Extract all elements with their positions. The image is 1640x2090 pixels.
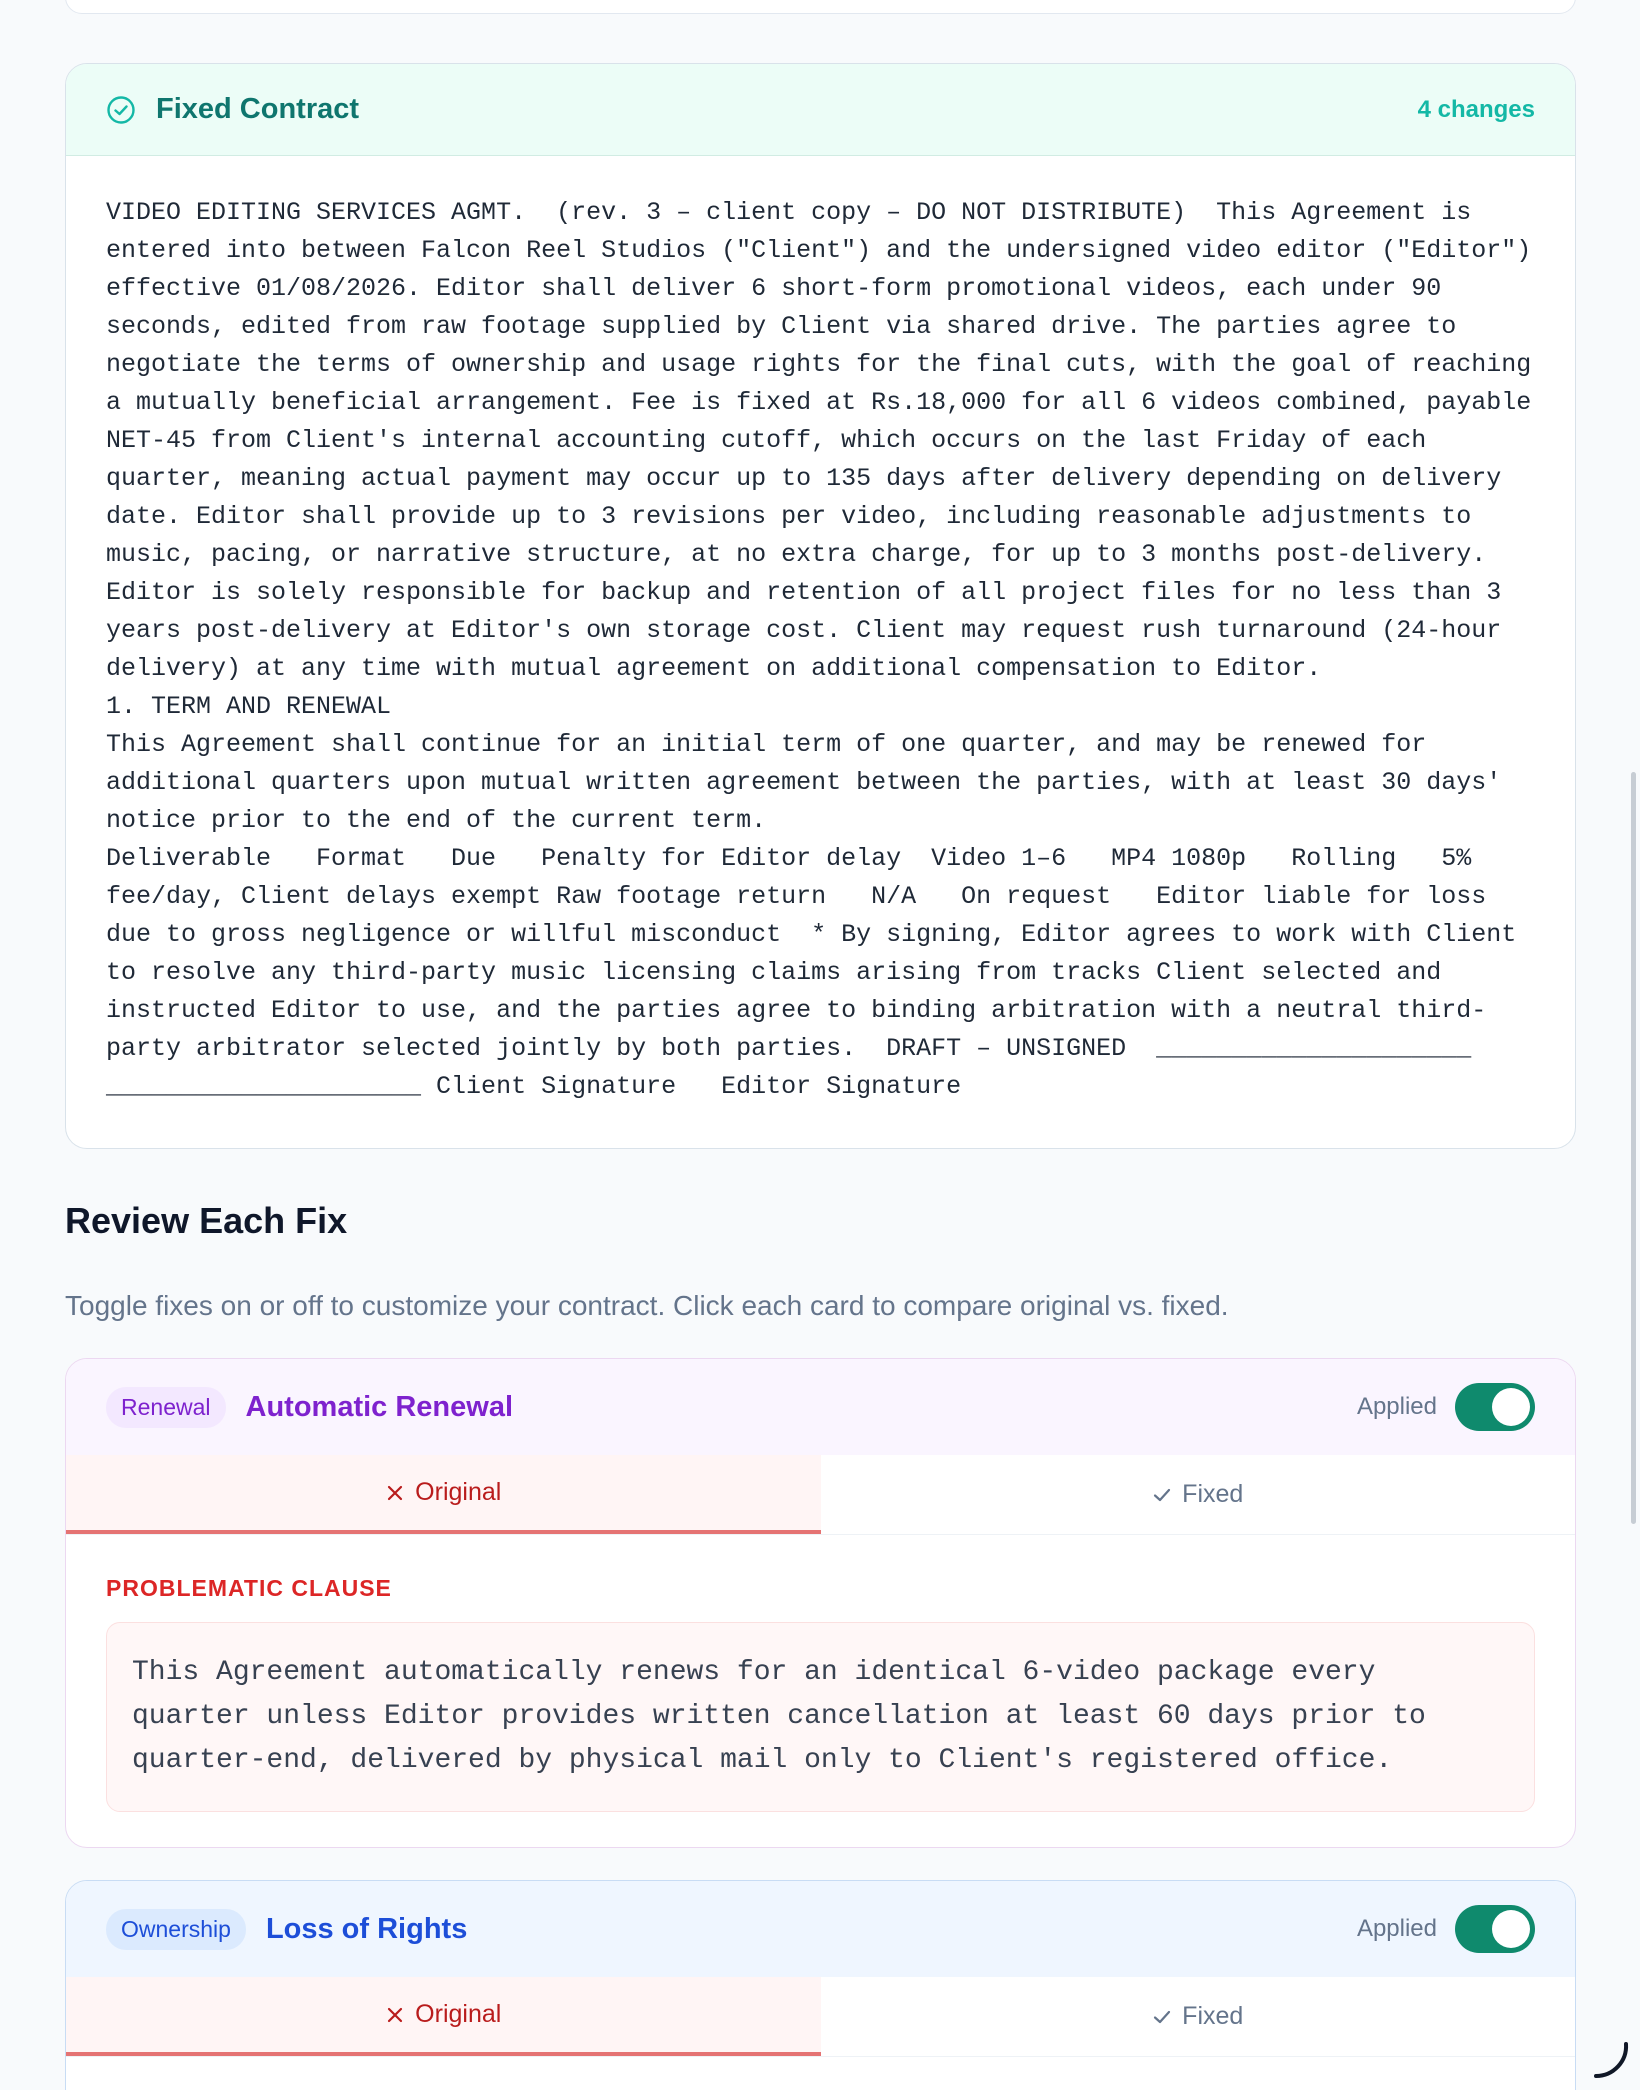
apply-fix-toggle[interactable] — [1455, 1383, 1535, 1431]
scrollbar[interactable] — [1631, 772, 1636, 1524]
clause-area — [66, 1535, 1575, 1848]
category-tag: Renewal — [106, 1387, 226, 1428]
problematic-clause-label: PROBLEMATIC CLAUSE — [106, 1575, 392, 1601]
review-section-title: Review Each Fix — [65, 1200, 348, 1241]
tab-fixed[interactable] — [821, 1977, 1576, 2056]
fixed-contract-title: Fixed Contract — [156, 93, 360, 125]
close-icon — [385, 2005, 405, 2025]
category-tag: Ownership — [106, 1909, 246, 1950]
fixed-contract-card — [65, 63, 1576, 1149]
toggle-knob — [1492, 1388, 1530, 1426]
toggle-knob — [1492, 1910, 1530, 1948]
contract-text: VIDEO EDITING SERVICES AGMT. (rev. 3 – client copy – DO NOT DISTRIBUTE) This Agreement is entered into between Falcon Reel Studios ("Client") and the undersigned video editor ("Editor") effective 01/08/2026. Editor shall deliver 6 short-form promotional videos, each under 90 seconds, edited from raw footage supplied by Client via shared drive. The parties agree to negotiate the terms of ownership and usage rights for the final cuts, with the goal of reaching a mutually beneficial arrangement. Fee is fixed at Rs.18,000 for all 6 videos combined, payable NET-45 from Client's internal accounting cutoff, which occurs on the last Friday of each quarter, meaning actual payment may occur up to 135 days after delivery depending on delivery date. Editor shall provide up to 3 revisions per video, including reasonable adjustments to music, pacing, or narrative structure, at no extra charge, for up to 3 months post-delivery. Editor is solely responsible for backup and retention of all project files for no less than 3 years post-delivery at Editor's own storage cost. Client may request rush turnaround (24-hour delivery) at any time with mutual agreement on additional compensation to Editor. 1. TERM AND RENEWAL This Agreement shall continue for an initial term of one quarter, and may be renewed for additional quarters upon mutual written agreement between the parties, with at least 30 days' notice prior to the end of the current term. Deliverable Format Due Penalty for Editor delay Video 1–6 MP4 1080p Rolling 5% fee/day, Client delays exempt Raw footage return N/A On request Editor liable for loss due to gross negligence or willful misconduct * By signing, Editor agrees to work with Client to resolve any third-party music licensing claims arising from tracks Client selected and instructed Editor to use, and the parties agree to binding arbitration with a neutral third-party arbitrator selected jointly by both parties. DRAFT – UNSIGNED _____________________ _____________________ Client Signature Editor Signature — [106, 198, 1532, 1101]
previous-card-bottom — [65, 0, 1576, 14]
changes-count: 4 changes — [1417, 95, 1535, 123]
applied-status: Applied — [1356, 1915, 1437, 1942]
review-section-subtitle: Toggle fixes on or off to customize your contract. Click each card to compare original vs. fixed. — [65, 1290, 1229, 1321]
loading-spinner-icon — [1588, 2038, 1632, 2082]
tab-fixed-label: Fixed — [1182, 2002, 1244, 2030]
apply-fix-toggle[interactable] — [1455, 1905, 1535, 1953]
fix-card-header[interactable] — [66, 1881, 1575, 1977]
tab-original[interactable] — [66, 1455, 821, 1534]
check-icon — [1152, 1485, 1172, 1505]
close-icon — [385, 1483, 405, 1503]
tab-fixed-label: Fixed — [1182, 1480, 1244, 1508]
tab-original[interactable] — [66, 1977, 821, 2056]
fixed-contract-header — [66, 64, 1575, 156]
check-icon — [1152, 2007, 1172, 2027]
compare-tabs — [66, 1455, 1575, 1535]
tab-original-label: Original — [415, 2000, 502, 2028]
tab-original-label: Original — [415, 1478, 502, 1506]
problematic-clause-text: This Agreement automatically renews for an identical 6-video package every quarter unless Editor provides written cancellation at least 60 days prior to quarter-end, delivered by physical mail only to Client's registered office. — [106, 1622, 1535, 1812]
fix-title: Automatic Renewal — [245, 1390, 513, 1423]
fix-card-header[interactable] — [66, 1359, 1575, 1455]
contract-body — [66, 156, 1575, 1106]
compare-tabs — [66, 1977, 1575, 2057]
tab-fixed[interactable] — [821, 1455, 1576, 1534]
fix-card-automatic-renewal[interactable] — [65, 1358, 1576, 1848]
applied-status: Applied — [1356, 1393, 1437, 1420]
fix-card-loss-of-rights[interactable] — [65, 1880, 1576, 2090]
fix-title: Loss of Rights — [265, 1912, 468, 1945]
check-circle-icon — [106, 95, 136, 125]
